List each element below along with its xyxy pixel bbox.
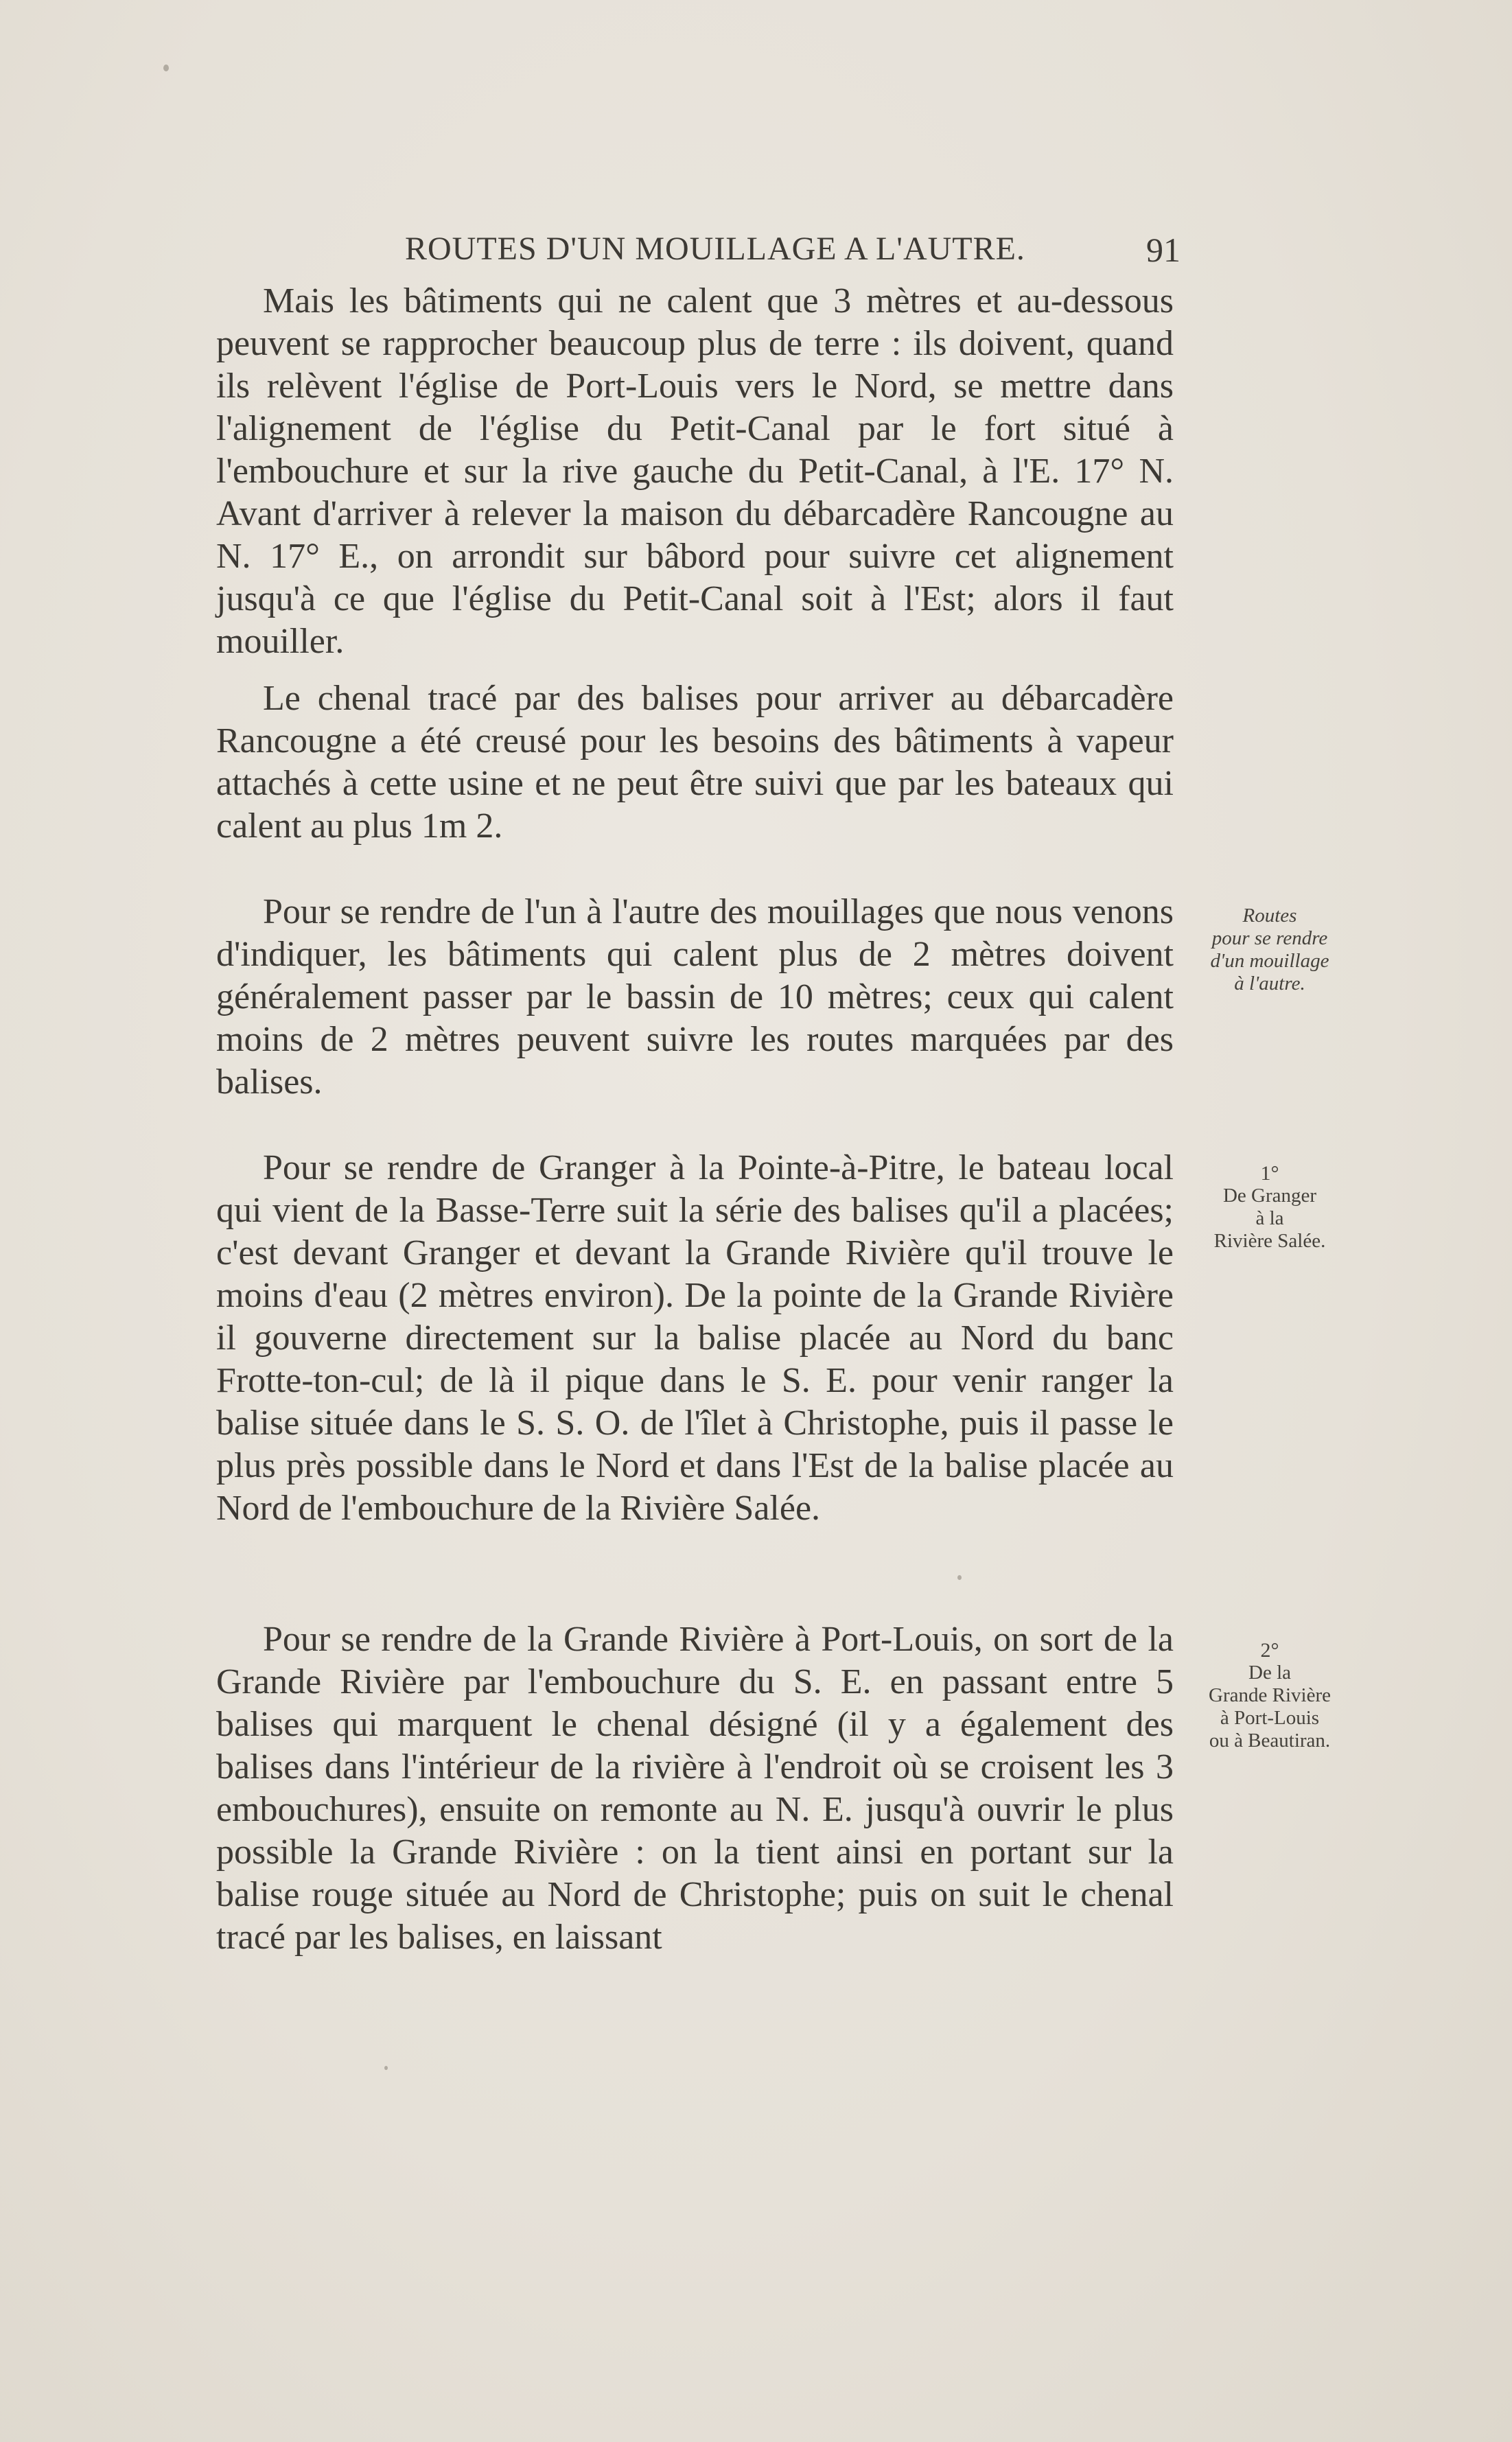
paper-speck xyxy=(957,1575,962,1580)
margin-note-1-line-2: pour se rendre xyxy=(1211,927,1328,949)
margin-note-1-line-4: à l'autre. xyxy=(1234,973,1305,995)
margin-note-3-line-3: à Port-Louis xyxy=(1220,1707,1320,1729)
running-head xyxy=(405,230,1180,278)
paragraph-3-text: Pour se rendre de l'un à l'autre des mouillages que nous venons d'indiquer, les bâtiments qui calent plus de 2 mètres doivent généralement passer par le bassin de 10 mètres; ceux qui calent moins de 2 mètres peuvent suivre les routes marquées par des balises. xyxy=(216,892,1174,1102)
paragraph-4 xyxy=(216,1147,1174,1530)
margin-note-2-number: 1° xyxy=(1260,1162,1279,1185)
margin-note-1-line-3: d'un mouillage xyxy=(1210,950,1329,972)
margin-note-3-number: 2° xyxy=(1260,1639,1279,1662)
paper-speck xyxy=(384,2066,388,2070)
margin-note-3-line-2: Grande Rivière xyxy=(1209,1684,1331,1706)
margin-note-2-line-2: à la xyxy=(1255,1207,1284,1229)
paragraph-2 xyxy=(216,677,1174,848)
margin-note-3-line-1: De la xyxy=(1248,1662,1291,1684)
paragraph-2-text: Le chenal tracé par des balises pour arriver au débarcadère Rancougne a été creusé pour les besoins des bâtiments à vapeur attachés à cette usine et ne peut être suivi que par les bateaux qui calent au plus 1m 2. xyxy=(216,679,1174,846)
margin-note-granger xyxy=(1184,1162,1356,1253)
paragraph-5-text: Pour se rendre de la Grande Rivière à Port-Louis, on sort de la Grande Rivière par l'embouchure du S. E. en passant entre 5 balises qui marquent le chenal désigné (il y a également des balises dans l'intérieur de la rivière à l'endroit où se croisent les 3 embouchures), ensuite on remonte au N. E. jusqu'à ouvrir le plus possible la Grande Rivière : on la tient ainsi en portant sur la balise rouge située au Nord de Christophe; puis on suit le chenal tracé par les balises, en laissant xyxy=(216,1620,1174,1957)
margin-note-2-line-3: Rivière Salée. xyxy=(1213,1230,1326,1252)
paragraph-3 xyxy=(216,891,1174,1104)
margin-note-2-line-1: De Granger xyxy=(1222,1185,1317,1207)
page-number: 91 xyxy=(1146,231,1180,269)
running-title: ROUTES D'UN MOUILLAGE A L'AUTRE. xyxy=(405,231,1025,267)
paragraph-4-text: Pour se rendre de Granger à la Pointe-à-Pitre, le bateau local qui vient de la Basse-Terre suit la série des balises qu'il a placées; c'est devant Granger et devant la Grande Rivière qu'il trouve le moins d'eau (2 mètres environ). De la pointe de la Grande Rivière il gouverne directement sur la balise placée au Nord du banc Frotte-ton-cul; de là il pique dans le S. E. pour venir ranger la balise située dans le S. S. O. de l'îlet à Christophe, puis il passe le plus près possible dans le Nord et dans l'Est de la balise placée au Nord de l'embouchure de la Rivière Salée. xyxy=(216,1148,1174,1528)
paragraph-1 xyxy=(216,280,1174,663)
margin-note-routes xyxy=(1184,905,1356,995)
paragraph-5 xyxy=(216,1618,1174,1959)
paragraph-1-text: Mais les bâtiments qui ne calent que 3 mètres et au-dessous peuvent se rapprocher beaucoup plus de terre : ils doivent, quand ils relèvent l'église de Port-Louis vers le Nord, se mettre dans l'alignement de l'église du Petit-Canal par le fort situé à l'embouchure et sur la rive gauche du Petit-Canal, à l'E. 17° N. Avant d'arriver à relever la maison du débarcadère Rancougne au N. 17° E., on arrondit sur bâbord pour suivre cet alignement jusqu'à ce que l'église du Petit-Canal soit à l'Est; alors il faut mouiller. xyxy=(216,281,1174,661)
paper-speck xyxy=(163,65,169,71)
margin-note-1-line-1: Routes xyxy=(1242,905,1297,927)
margin-note-grande-riviere xyxy=(1184,1639,1356,1752)
margin-note-3-line-4: ou à Beautiran. xyxy=(1209,1730,1331,1752)
